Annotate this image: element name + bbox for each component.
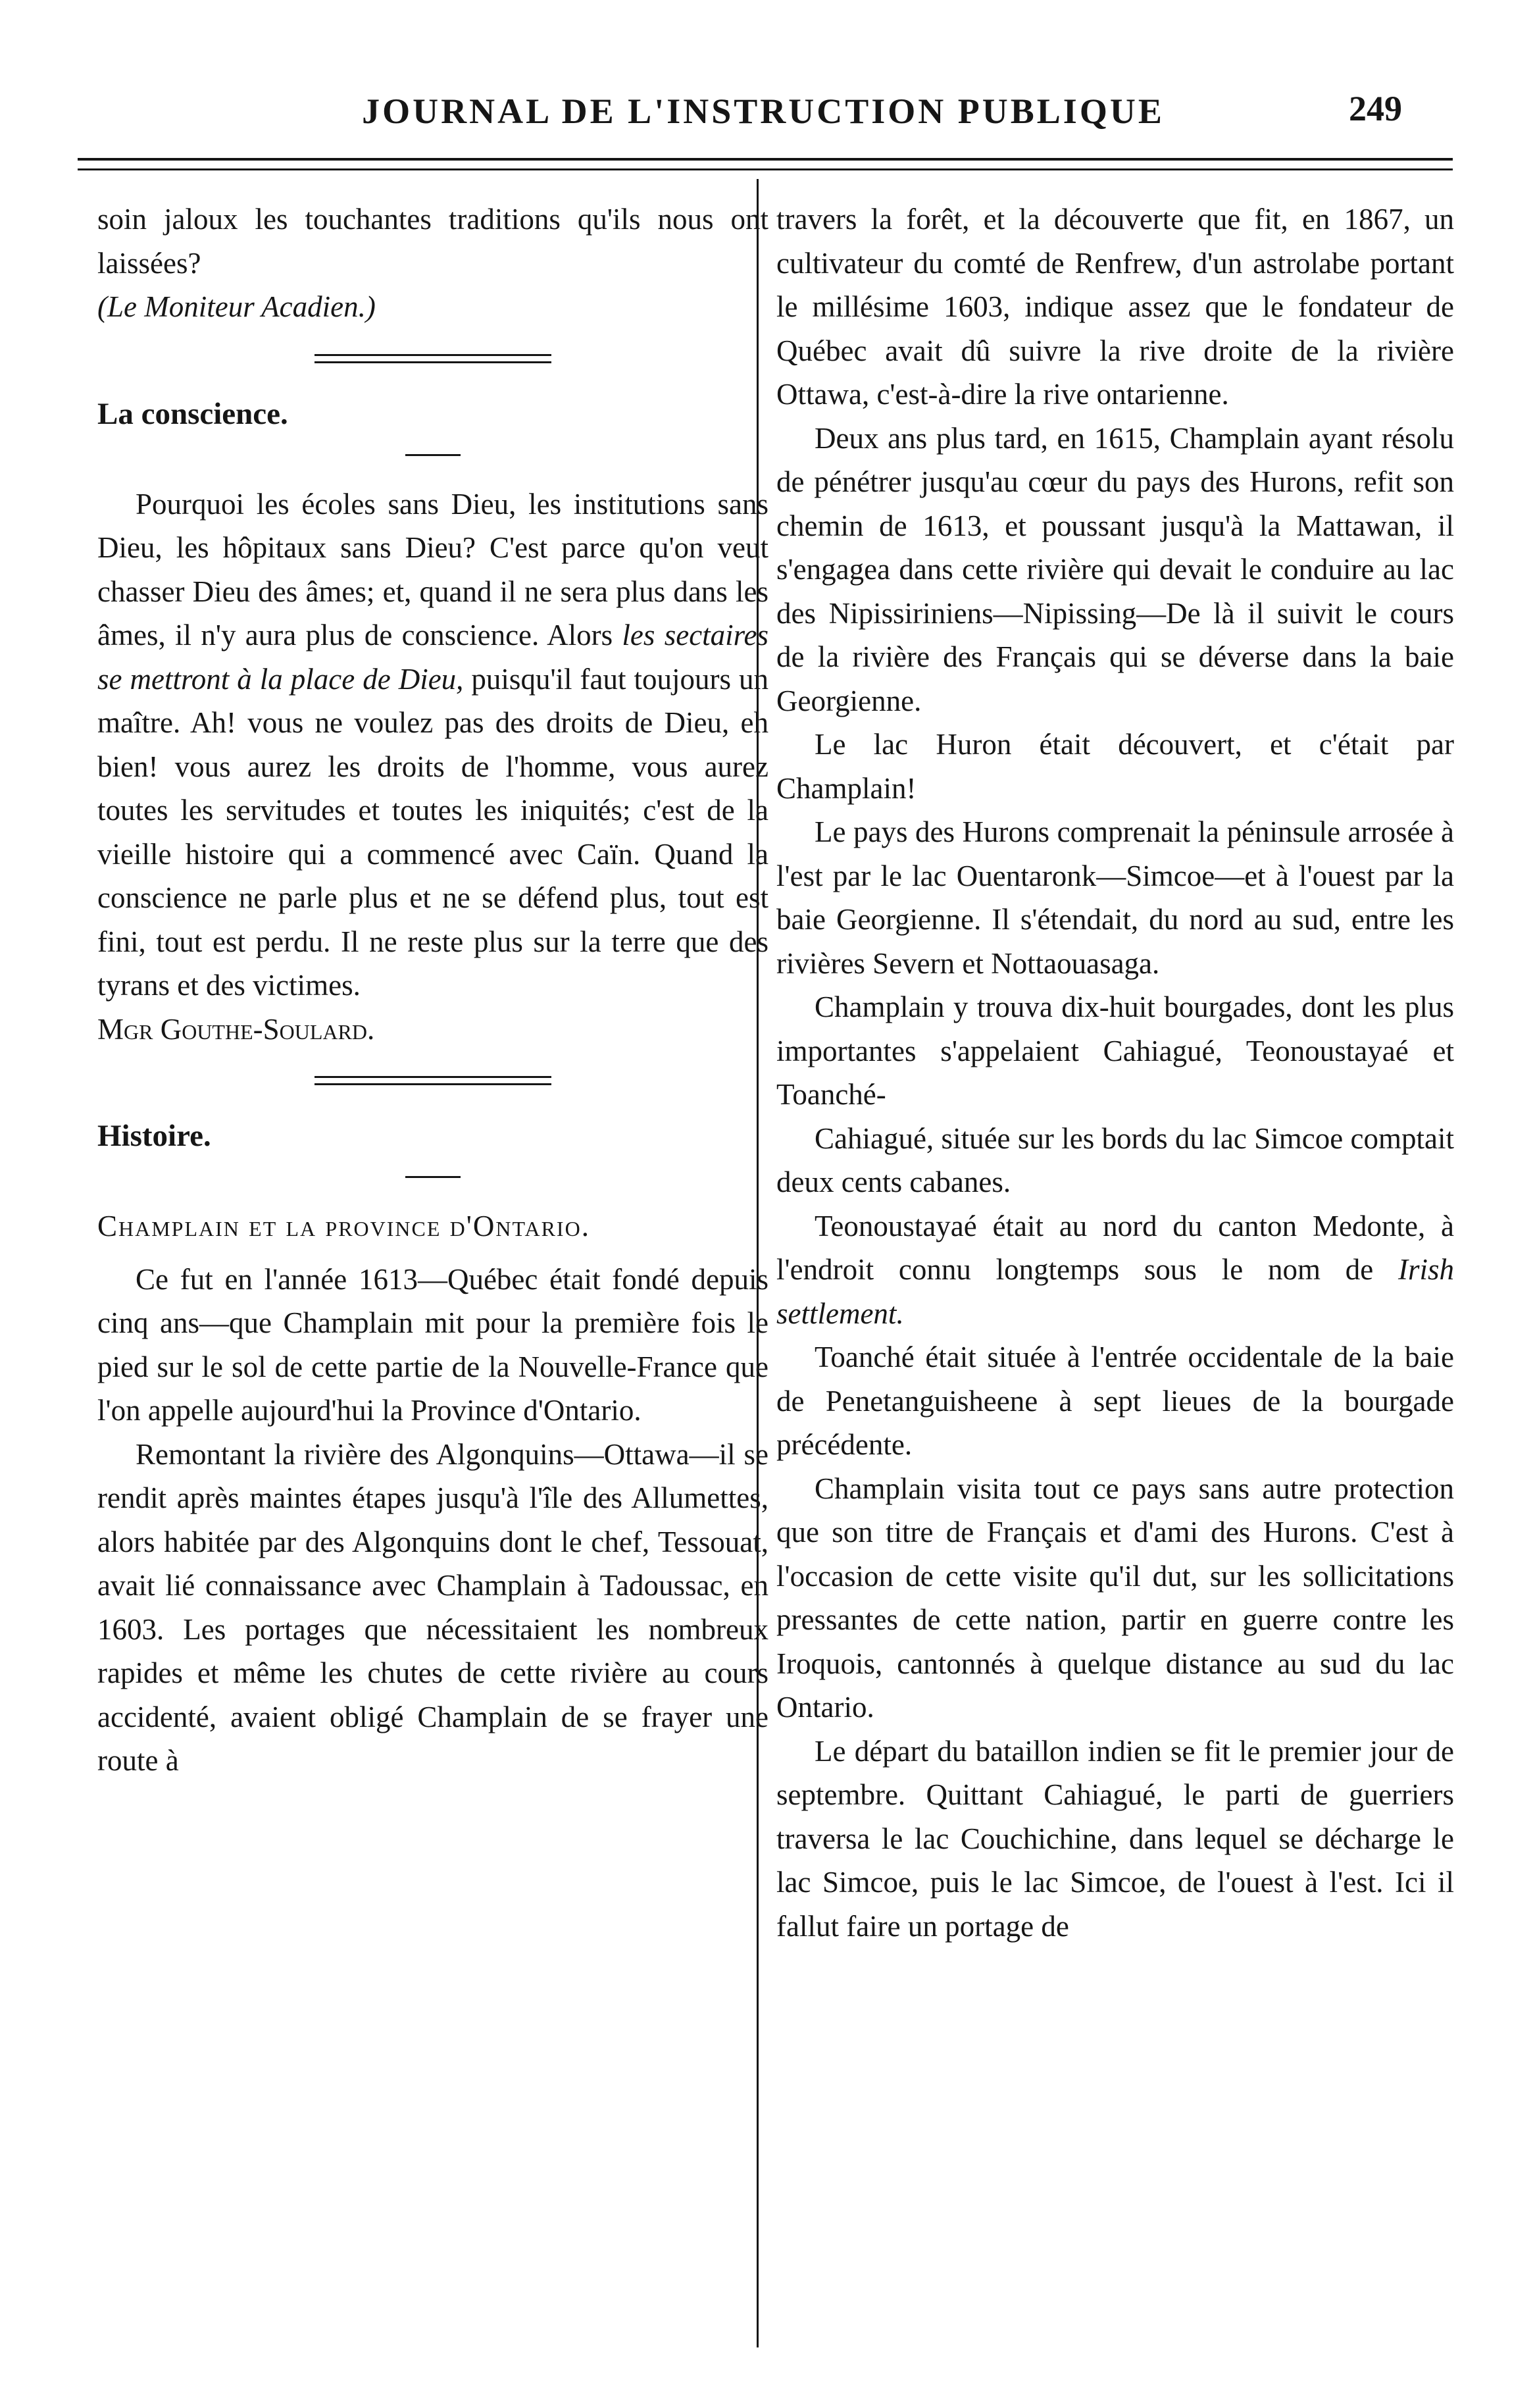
right-paragraph-1: travers la forêt, et la découverte que fit, en 1867, un cultivateur du comté de Renfrew, d'un astrolabe portant le millésime 1603, indique assez que le fondateur de Québec avait dû suivre la rive droite de la rivière Ottawa, c'est-à-dire la rive ontarienne. [776, 203, 1454, 411]
right-paragraph-3: Le lac Huron était découvert, et c'était par Champlain! [776, 728, 1454, 805]
histoire-paragraph-2: Remontant la rivière des Algonquins—Ottawa—il se rendit après maintes étapes jusqu'à l'île des Allumettes, alors habitée par des Algonquins dont le chef, Tessouat, avait lié connaissance avec Champlain à Tadoussac, en 1603. Les portages que nécessitaient les nombreux rapides et même les chutes de cette rivière au cours accidenté, avaient obligé Champlain de se frayer une route à [97, 1437, 768, 1777]
right-paragraph-6: Cahiagué, située sur les bords du lac Simcoe comptait deux cents cabanes. [776, 1121, 1454, 1198]
header-rule [78, 168, 1453, 170]
right-paragraph-2: Deux ans plus tard, en 1615, Champlain ayant résolu de pénétrer jusqu'au cœur du pays des Hurons, refit son chemin de 1613, et poussant jusqu'à la Mattawan, il s'engagea dans cette rivière qui devait le conduire au lac des Nipissiriniens—Nipissing—De là il suivit le cours de la rivière des Français qui se déverse dans la baie Georgienne. [776, 421, 1454, 717]
section-separator [315, 354, 551, 363]
title-rule [405, 1176, 461, 1178]
conscience-italic: les sectaires se mettront à la place de Dieu, [97, 619, 768, 696]
right-paragraph-7 [776, 1204, 1454, 1336]
running-title: JOURNAL DE L'INSTRUCTION PUBLIQUE [362, 91, 1165, 131]
signature: Mgr Gouthe-Soulard. [97, 1012, 375, 1046]
page-number: 249 [1349, 89, 1402, 128]
right-paragraph-10: Le départ du bataillon indien se fit le premier jour de septembre. Quittant Cahiagué, le parti de guerriers traversa le lac Couchichine, dans lequel se décharge le lac Simcoe, puis le lac Simcoe, de l'ouest à l'est. Ici il fallut faire un portage de [776, 1734, 1454, 1943]
section-title-conscience: La conscience. [97, 396, 288, 431]
article-subtitle: Champlain et la province d'Ontario. [97, 1210, 590, 1242]
opening-text: soin jaloux les touchantes traditions qu'ils nous ont laissées? [97, 203, 768, 280]
conscience-text-2: puisqu'il faut toujours un maître. Ah! vous ne voulez pas des droits de Dieu, eh bien! vous aurez les droits de l'homme, vous aurez toutes les servitudes et toutes les iniquités; c'est de la vieille histoire qui a commencé avec Caïn. Quand la conscience ne parle plus et ne se défend plus, tout est fini, tout est perdu. Il ne reste plus sur la terre que des tyrans et des victimes. [97, 662, 769, 1002]
right-column [776, 197, 1454, 1948]
conscience-text-1: Pourquoi les écoles sans Dieu, les institutions sans Dieu, les hôpitaux sans Dieu? C'est parce qu'on veut chasser Dieu des âmes; et, quand il ne sera plus dans les âmes, il n'y aura plus de conscience. Alors [97, 487, 768, 652]
section-separator [315, 1076, 551, 1085]
section-title-histoire: Histoire. [97, 1119, 211, 1153]
page-header [0, 78, 1535, 143]
histoire-paragraph-1: Ce fut en l'année 1613—Québec était fondé depuis cinq ans—que Champlain mit pour la première fois le pied sur le sol de cette partie de la Nouvelle-France que l'on appelle aujourd'hui la Province d'Ontario. [97, 1262, 768, 1427]
header-rule [78, 158, 1453, 161]
right-paragraph-8: Toanché était située à l'entrée occidentale de la baie de Penetanguisheene à sept lieues de la bourgade précédente. [776, 1341, 1454, 1461]
right-paragraph-7-text: Teonoustayaé était au nord du canton Medonte, à l'endroit connu longtemps sous le nom de [776, 1209, 1454, 1286]
source-attribution: (Le Moniteur Acadien.) [97, 290, 376, 323]
right-paragraph-4: Le pays des Hurons comprenait la péninsule arrosée à l'est par le lac Ouentaronk—Simcoe—et à l'ouest par la baie Georgienne. Il s'étendait, du nord au sud, entre les rivières Severn et Nottaouasaga. [776, 815, 1454, 980]
right-paragraph-9: Champlain visita tout ce pays sans autre protection que son titre de Français et d'ami des Hurons. C'est à l'occasion de cette visite qu'il dut, sur les sollicitations pressantes de cette nation, partir en guerre contre les Iroquois, cantonnés à quelque distance au sud du lac Ontario. [776, 1472, 1454, 1724]
conscience-paragraph [97, 482, 768, 1008]
right-paragraph-7-italic: Irish settlement. [776, 1253, 1454, 1330]
right-paragraph-5: Champlain y trouva dix-huit bourgades, dont les plus importantes s'appelaient Cahiagué, Teonoustayaé et Toanché- [776, 990, 1454, 1111]
left-column [97, 197, 768, 1783]
title-rule [405, 454, 461, 456]
